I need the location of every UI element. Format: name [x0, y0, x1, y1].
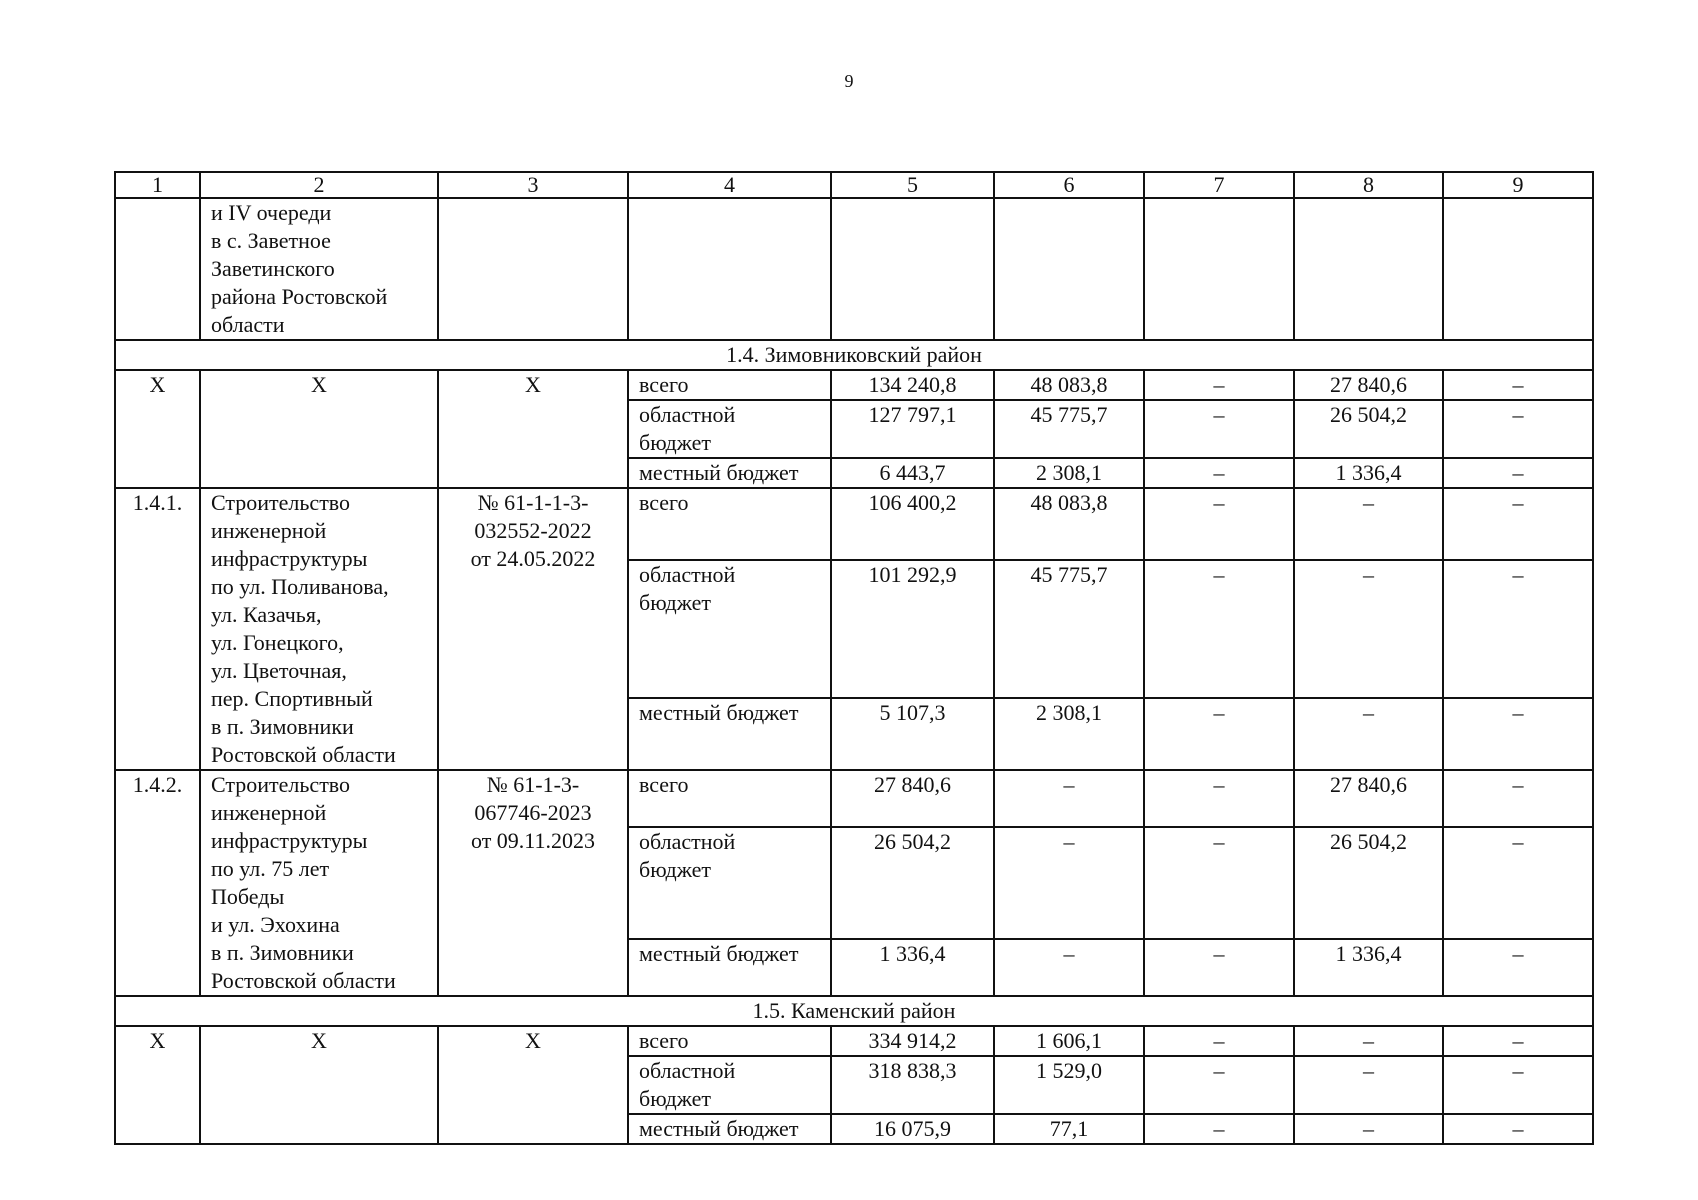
amount-col6: 48 083,8 [994, 370, 1144, 400]
amount-col6: – [994, 770, 1144, 827]
amount-col6: 1 529,0 [994, 1056, 1144, 1114]
budget-source-label: областной бюджет [628, 560, 831, 699]
budget-source-label: местный бюджет [628, 458, 831, 488]
project-document: № 61-1-1-3- 032552-2022 от 24.05.2022 [438, 488, 628, 770]
summary-row [115, 1026, 1593, 1056]
item-number: 1.4.2. [115, 770, 200, 996]
item-row [115, 770, 1593, 827]
amount-col9: – [1443, 370, 1593, 400]
amount-col6: 1 606,1 [994, 1026, 1144, 1056]
amount-col5: 16 075,9 [831, 1114, 994, 1144]
project-document: № 61-1-3- 067746-2023 от 09.11.2023 [438, 770, 628, 996]
amount-col9: – [1443, 488, 1593, 560]
amount-col6: – [994, 827, 1144, 938]
item-number: 1.4.1. [115, 488, 200, 770]
budget-source-label: областной бюджет [628, 400, 831, 458]
amount-col5: 134 240,8 [831, 370, 994, 400]
budget-source-label: областной бюджет [628, 1056, 831, 1114]
amount-col7: – [1144, 698, 1294, 770]
amount-col9: – [1443, 400, 1593, 458]
amount-col6: 45 775,7 [994, 400, 1144, 458]
section-title: 1.4. Зимовниковский район [115, 340, 1593, 370]
summary-col3: X [438, 1026, 628, 1144]
summary-row [115, 370, 1593, 400]
summary-col3: X [438, 370, 628, 488]
continuation-row [115, 198, 1593, 340]
column-number-8: 8 [1294, 172, 1443, 198]
amount-col7: – [1144, 1114, 1294, 1144]
amount-col9: – [1443, 1114, 1593, 1144]
amount-col7: – [1144, 488, 1294, 560]
amount-col8: – [1294, 698, 1443, 770]
amount-col9: – [1443, 560, 1593, 699]
object-name: Строительство инженерной инфраструктуры по ул. Поливанова, ул. Казачья, ул. Гонецкого, ул. Цветочная, пер. Спортивный в п. Зимовники Ростовской области [200, 488, 438, 770]
amount-col7: – [1144, 458, 1294, 488]
amount-col8: – [1294, 560, 1443, 699]
summary-col1: X [115, 1026, 200, 1144]
amount-col8: 1 336,4 [1294, 458, 1443, 488]
column-number-2: 2 [200, 172, 438, 198]
amount-col5: 5 107,3 [831, 698, 994, 770]
amount-col6: 48 083,8 [994, 488, 1144, 560]
header-row [115, 172, 1593, 198]
item-row [115, 488, 1593, 560]
summary-col2: X [200, 1026, 438, 1144]
amount-col8: – [1294, 488, 1443, 560]
object-name: и IV очереди в с. Заветное Заветинского района Ростовской области [200, 198, 438, 340]
budget-source-label: всего [628, 370, 831, 400]
summary-col1: X [115, 370, 200, 488]
amount-col5: 318 838,3 [831, 1056, 994, 1114]
amount-col5: 106 400,2 [831, 488, 994, 560]
column-number-6: 6 [994, 172, 1144, 198]
amount-col5: 334 914,2 [831, 1026, 994, 1056]
column-number-9: 9 [1443, 172, 1593, 198]
amount-col7: – [1144, 1056, 1294, 1114]
amount-col8: 26 504,2 [1294, 400, 1443, 458]
amount-col9: – [1443, 1026, 1593, 1056]
amount-col5: 26 504,2 [831, 827, 994, 938]
budget-source-label: всего [628, 1026, 831, 1056]
amount-col8: 26 504,2 [1294, 827, 1443, 938]
amount-col9: – [1443, 458, 1593, 488]
amount-col8: – [1294, 1056, 1443, 1114]
amount-col8: – [1294, 1114, 1443, 1144]
amount-col9: – [1443, 1056, 1593, 1114]
budget-source-label: всего [628, 488, 831, 560]
amount-col7: – [1144, 1026, 1294, 1056]
amount-col9: – [1443, 939, 1593, 996]
amount-col9: – [1443, 827, 1593, 938]
object-name: Строительство инженерной инфраструктуры по ул. 75 лет Победы и ул. Эхохина в п. Зимовники Ростовской области [200, 770, 438, 996]
budget-source-label: местный бюджет [628, 939, 831, 996]
budget-source-label: местный бюджет [628, 698, 831, 770]
amount-col5: 27 840,6 [831, 770, 994, 827]
amount-col7: – [1144, 370, 1294, 400]
section-heading-row [115, 340, 1593, 370]
amount-col8: 1 336,4 [1294, 939, 1443, 996]
amount-col6: – [994, 939, 1144, 996]
column-number-4: 4 [628, 172, 831, 198]
amount-col6: 2 308,1 [994, 698, 1144, 770]
amount-col8: 27 840,6 [1294, 770, 1443, 827]
budget-source-label: всего [628, 770, 831, 827]
amount-col6: 2 308,1 [994, 458, 1144, 488]
amount-col5: 6 443,7 [831, 458, 994, 488]
amount-col5: 127 797,1 [831, 400, 994, 458]
amount-col7: – [1144, 560, 1294, 699]
amount-col7: – [1144, 939, 1294, 996]
section-heading-row [115, 996, 1593, 1026]
amount-col6: 77,1 [994, 1114, 1144, 1144]
summary-col2: X [200, 370, 438, 488]
column-number-1: 1 [115, 172, 200, 198]
amount-col7: – [1144, 400, 1294, 458]
column-number-7: 7 [1144, 172, 1294, 198]
amount-col7: – [1144, 827, 1294, 938]
budget-source-label: местный бюджет [628, 1114, 831, 1144]
amount-col8: – [1294, 1026, 1443, 1056]
section-title: 1.5. Каменский район [115, 996, 1593, 1026]
amount-col8: 27 840,6 [1294, 370, 1443, 400]
column-number-5: 5 [831, 172, 994, 198]
amount-col5: 1 336,4 [831, 939, 994, 996]
amount-col9: – [1443, 698, 1593, 770]
column-number-3: 3 [438, 172, 628, 198]
amount-col6: 45 775,7 [994, 560, 1144, 699]
amount-col9: – [1443, 770, 1593, 827]
amount-col7: – [1144, 770, 1294, 827]
amount-col5: 101 292,9 [831, 560, 994, 699]
budget-source-label: областной бюджет [628, 827, 831, 938]
budget-table [114, 171, 1594, 1145]
page-number: 9 [844, 71, 854, 91]
